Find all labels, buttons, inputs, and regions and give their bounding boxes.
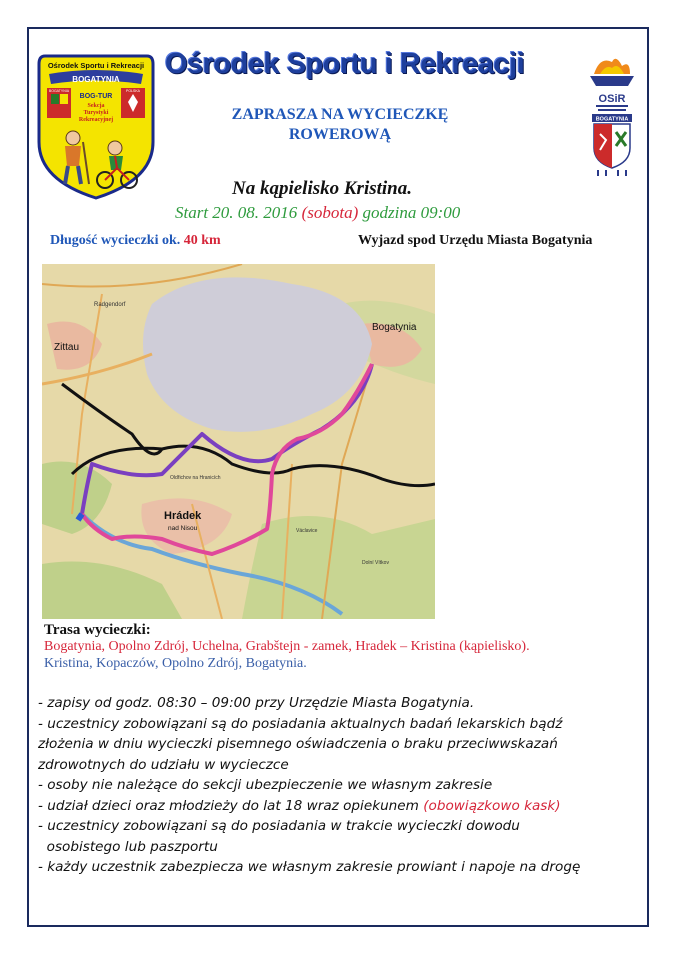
info-item: - zapisy od godz. 08:30 – 09:00 przy Urzędzie Miasta Bogatynia.: [38, 695, 475, 711]
page-title: Ośrodek Sportu i Rekreacji: [165, 48, 525, 80]
info-item: złożenia w dniu wycieczki pisemnego oświadczenia o braku przeciwwskazań: [38, 736, 558, 752]
route-map: [42, 264, 435, 619]
map-label-hradek-sub: nad Nisou: [168, 525, 198, 532]
map-label-zittau: Zittau: [54, 342, 80, 353]
map-label-hradek: Hrádek: [164, 510, 202, 522]
logo-sub1: Sekcja: [87, 103, 105, 109]
destination: Na kąpielisko Kristina.: [232, 178, 412, 199]
logo-sub3: Rekreacyjnej: [78, 117, 114, 123]
logo-flag-right: POLSKA: [125, 89, 141, 93]
invite-line-2: ROWEROWĄ: [288, 126, 392, 143]
info-item-text: - udział dzieci oraz młodzieży do lat 18 wraz opiekunem: [38, 797, 424, 814]
logo-sub2: Turystyki: [83, 110, 109, 116]
helmet-note: (obowiązkowo kask): [423, 797, 561, 814]
map-label-oldrichov: Oldřichov na Hranicích: [170, 475, 221, 481]
logo-club: BOG-TUR: [79, 93, 113, 100]
info-item: zdrowotnych do udziału w wycieczce: [38, 756, 289, 773]
distance-label: Długość wycieczki ok.: [50, 233, 184, 248]
distance-info: [50, 233, 221, 249]
info-item: - osoby nie należące do sekcji ubezpieczenie we własnym zakresie: [38, 777, 493, 793]
info-item: osobistego lub paszportu: [38, 838, 218, 855]
route-return: Kristina, Kopaczów, Opolno Zdrój, Bogatynia.: [44, 656, 307, 671]
start-date: Start 20. 08. 2016: [175, 203, 302, 222]
route-heading: Trasa wycieczki:: [44, 622, 151, 638]
info-item: - każdy uczestnik zabezpiecza we własnym zakresie prowiant i napoje na drogę: [38, 859, 581, 875]
logo-banner: BOGATYNIA: [72, 75, 120, 84]
logo-flag-left: BOGATYNIA: [48, 89, 70, 93]
osir-banner: BOGATYNIA: [595, 116, 629, 123]
start-info: [175, 203, 460, 223]
start-time: godzina 09:00: [358, 203, 461, 222]
logo-top-text: Ośrodek Sportu i Rekreacji: [47, 61, 145, 70]
info-list: [38, 693, 638, 878]
start-day: (sobota): [301, 203, 359, 222]
bogtur-logo: [35, 52, 157, 200]
distance-value: 40 km: [183, 233, 221, 248]
map-label-vaclavice: Václavice: [296, 528, 318, 534]
info-item: - uczestnicy zobowiązani są do posiadania w trakcie wycieczki dowodu: [38, 818, 520, 834]
osir-logo: [586, 52, 638, 177]
map-label-radgendorf: Radgendorf: [94, 302, 126, 308]
map-label-dolni: Dolní Vítkov: [362, 560, 389, 566]
info-item: - uczestnicy zobowiązani są do posiadania aktualnych badań lekarskich bądź: [38, 715, 563, 732]
departure-info: Wyjazd spod Urzędu Miasta Bogatynia: [358, 233, 593, 248]
route-outbound: Bogatynia, Opolno Zdrój, Uchelna, Grabštejn - zamek, Hradek – Kristina (kąpielisko).: [44, 639, 530, 654]
info-item: [38, 796, 638, 817]
invite-text: [210, 105, 470, 145]
invite-line-1: ZAPRASZA NA WYCIECZKĘ: [231, 106, 449, 123]
osir-label: OSiR: [598, 93, 626, 105]
map-label-bogatynia: Bogatynia: [372, 322, 417, 333]
